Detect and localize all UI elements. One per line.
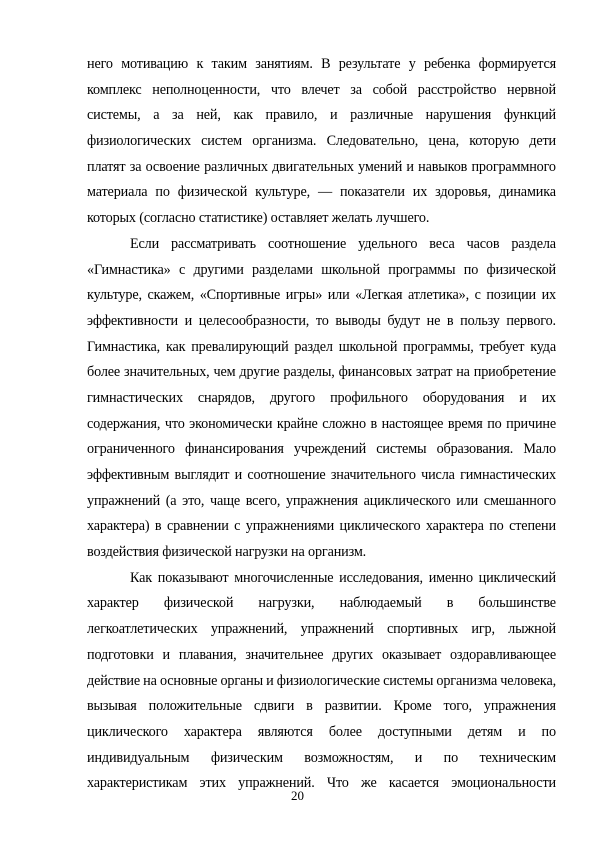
text-line: характер физической нагрузки, наблюдаемый в большинстве: [87, 595, 556, 612]
text-line: эффективным выглядит и соотношение значительного числа гимнастических: [87, 467, 556, 483]
text-line: упражнений (а это, чаще всего, упражнения ациклического или смешанного: [87, 492, 556, 509]
text-line: эффективности и целесообразности, то выводы будут не в пользу первого.: [87, 312, 556, 329]
text-line: комплекс неполноценности, что влечет за собой расстройство нервной: [87, 81, 556, 98]
text-line: материала по физической культуре, — показатели их здоровья, динамика: [87, 184, 556, 201]
text-line: циклического характера являются более доступными детям и по: [87, 723, 556, 740]
text-line: платят за освоение различных двигательных умений и навыков программного: [87, 158, 556, 175]
text-line: Гимнастика, как превалирующий раздел школьной программы, требует куда: [87, 338, 556, 355]
text-line: действие на основные органы и физиологические системы организма человека,: [87, 672, 556, 689]
text-line: которых (согласно статистике) оставляет желать лучшего.: [87, 210, 430, 227]
text-line: физиологических систем организма. Следовательно, цена, которую дети: [87, 133, 556, 150]
page-number: 20: [291, 788, 304, 803]
body-text: [87, 52, 556, 797]
text-line: более значительных, чем другие разделы, финансовых затрат на приобретение: [87, 364, 556, 381]
text-line: него мотивацию к таким занятиям. В результате у ребенка формируется: [87, 56, 556, 72]
text-line: «Гимнастика» с другими разделами школьной программы по физической: [87, 261, 556, 278]
text-line: воздействия физической нагрузки на организм.: [87, 544, 367, 561]
text-line: характеристикам этих упражнений. Что же касается эмоциональности: [87, 775, 556, 792]
text-line: гимнастических снарядов, другого профильного оборудования и их: [87, 389, 556, 406]
text-line: подготовки и плавания, значительнее других оказывает оздоравливающее: [87, 646, 556, 663]
text-line: вызывая положительные сдвиги в развитии. Кроме того, упражнения: [87, 698, 556, 715]
text-line: системы, а за ней, как правило, и различные нарушения функций: [87, 107, 556, 124]
text-line: индивидуальным физическим возможностям, и по техническим: [87, 749, 556, 766]
text-line: характера) в сравнении с упражнениями циклического характера по степени: [87, 518, 556, 535]
text-line: ограниченного финансирования учреждений системы образования. Мало: [87, 441, 556, 458]
text-line: Как показывают многочисленные исследования, именно циклический: [130, 569, 556, 586]
text-line: содержания, что экономически крайне сложно в настоящее время по причине: [87, 415, 556, 432]
text-line: легкоатлетических упражнений, упражнений спортивных игр, лыжной: [87, 621, 556, 638]
text-line: культуре, скажем, «Спортивные игры» или «Легкая атлетика», с позиции их: [87, 287, 556, 304]
text-line: Если рассматривать соотношение удельного веса часов раздела: [130, 235, 556, 252]
